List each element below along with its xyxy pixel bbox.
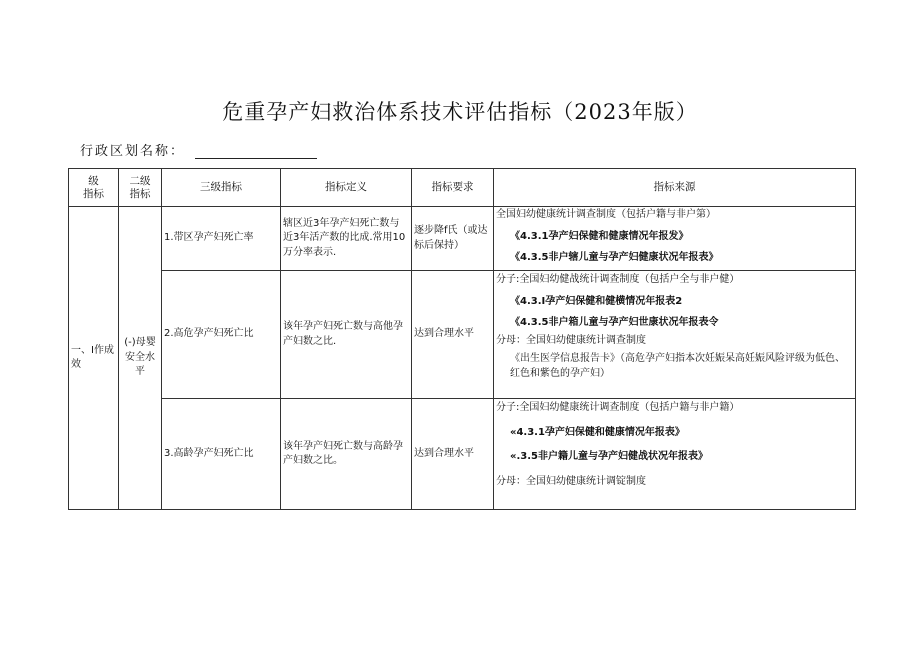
source-line: 分母：全国妇幼健康统计调查制度 [496,334,646,346]
source-line: 分母：全国妇幼健康统计调锭制度 [496,475,646,487]
level2-indicator-cell: (-)母婴安全水平 [119,207,162,510]
source-line: 《出生医学信息报告卡》（高危孕产妇指本次妊娠呆高妊娠风险评级为低色、红色和紫色的孕产妇） [510,353,845,379]
table-row [69,271,856,399]
level1-indicator-cell: 一、I作成效 [69,207,119,510]
region-name-blank-line [195,144,317,159]
source-line: 《4.3.5非户箱儿童与孕产妇世康状况年报表令 [510,317,719,328]
table-row [69,399,856,510]
source-cell [494,207,856,271]
source-cell [494,271,856,399]
requirement-cell: 逐步降f氏（或达标后保持） [412,207,494,271]
header-requirement: 指标要求 [412,169,494,207]
requirement-cell: 达到合理水平 [412,399,494,510]
header-source: 指标来源 [494,169,856,207]
definition-cell: 该年孕产妇死亡数与高他孕产妇数之比. [281,271,412,399]
region-name-label: 行政区划名称： [80,144,186,159]
header-level1-indicator: 级 指标 [69,169,119,207]
table-header-row [69,169,856,207]
source-line: 分子:全国妇幼健战统计调查制度（包括户全与非户健） [496,274,740,285]
source-line: «4.3.1孕产妇保健和健康情况年报表》 [510,426,685,438]
source-line: «.3.5非户籍儿童与孕产妇健战状况年报表》 [510,451,708,462]
source-line: 《4.3.1孕产妇保健和健康情况年报发》 [510,230,689,242]
source-cell [494,399,856,510]
level3-indicator-cell: 2.高危孕产妇死亡比 [162,271,281,399]
table-row [69,207,856,271]
header-level2-indicator: 二级 指标 [119,169,162,207]
source-line: 全国妇幼健康统计调查制度（包括户籍与非户第） [496,209,716,220]
source-line: 《4.3.5非户辖儿童与孕产妇健康状况年报表》 [510,252,719,263]
definition-cell: 该年孕产妇死亡数与高龄孕产妇数之比。 [281,399,412,510]
level3-indicator-cell: 3.高龄孕产妇死亡比 [162,399,281,510]
source-line: 《4.3.I孕产妇保健和健横情况年报表2 [510,295,683,307]
requirement-cell: 达到合理水平 [412,271,494,399]
region-name-field [80,140,317,159]
definition-cell: 辖区近3年孕产妇死亡数与近3年活产数的比成.常用10万分率表示. [281,207,412,271]
page-title: 危重孕产妇救治体系技术评估指标（2023年版） [222,100,698,124]
indicator-table [68,168,856,510]
level3-indicator-cell: 1.带区孕产妇死亡率 [162,207,281,271]
header-level3-indicator: 三级指标 [162,169,281,207]
header-definition: 指标定义 [281,169,412,207]
source-line: 分子:全国妇幼健康统计调查制度（包括户籍与非户籍） [496,402,740,413]
